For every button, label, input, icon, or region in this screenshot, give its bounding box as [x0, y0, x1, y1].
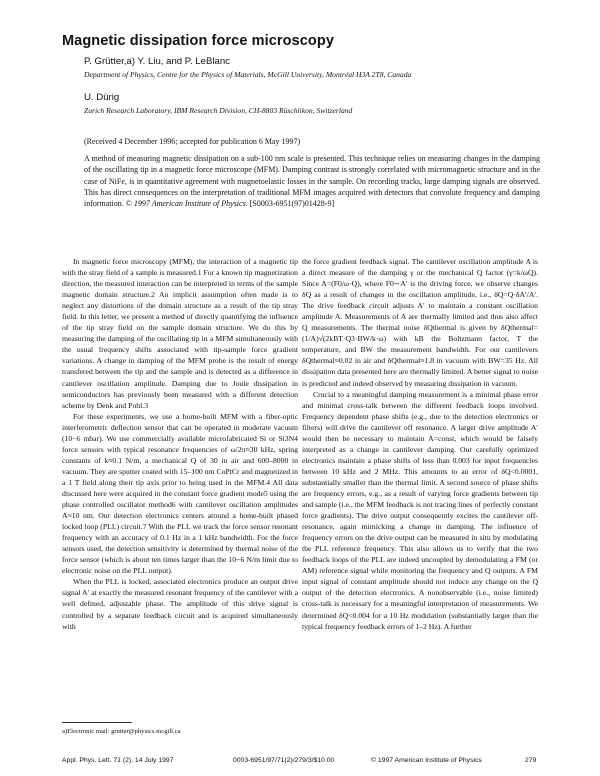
body-paragraph: the force gradient feedback signal. The cantilever oscillation amplitude A is a direct measure of the damping γ or the mechanical Q factor (γ=k/ωQ). Since A=(F0/ω·Q), where F0∼A′ is the driving force, we observe changes δQ as a result of changes in the oscillation amplitude, i.e., δQ=Q·δA′/A′. The drive feedback circuit adjusts A′ to maintain a constant oscillation amplitude A. Measurements of A are thermally limited and thus also affect Q measurements. The thermal noise δQthermal is given by δQthermal=(1/A)√(2kBT·Q3·BW/k·ω) with kB the Boltzmann factor, T the temperature, and BW the measurement bandwidth. For our cantilevers δQthermal≈0.02 in air and δQthermal≈1.8 in vacuum with BW=35 Hz. All dissipation data presented here are thermally limited. A better signal to noise is predicted and indeed observed by measuring dissipation in vacuum.	[302, 257, 538, 388]
author-list-1: P. Grütter,a) Y. Liu, and P. LeBlanc	[84, 56, 230, 67]
footnote-divider	[62, 722, 132, 723]
body-paragraph: For these experiments, we use a home-built MFM with a fiber-optic interferometric deflection sensor that can be operated in moderate vacuum (10−6 mbar). We use commercially available microfabricated Si or Si3N4 force sensors with typical resonance frequencies of ω/2π≈30 kHz, spring constants of k≈0.1 N/m, a mechanical Q of 30 in air and 600–8000 in vacuum. They are sputter coated with 15–100 nm CoPtCr and magnetized in a 1 T field along their tip axis prior to being used in the MFM.4 All data discussed here were acquired in the constant force gradient mode5 using the phase controlled oscillator method6 with cantilever oscillation amplitudes A≈10 nm. Our detection electronics centers around a home-built phased locked loop (PLL) circuit.7 With the PLL we track the force sensor resonant frequency with an accuracy of 0.1 Hz in a 1 kHz bandwidth. For the force sensors used, the detection sensitivity is determined by thermal noise of the force sensor (which is about ten times larger than the 10−6 N/m limit due to electronic noise on the PLL output).	[62, 411, 298, 576]
paper-title: Magnetic dissipation force microscopy	[62, 33, 335, 49]
affiliation-1: Department of Physics, Centre for the Physics of Materials, McGill University, Montréal H3A 2T8, Canada	[84, 70, 412, 79]
footnote-email: a)Electronic mail: grutter@physics.mcgill.ca	[62, 728, 181, 735]
body-paragraph: When the PLL is locked, associated electronics produce an output drive signal A′ at exactly the measured resonant frequency of the cantilever with a well defined, adjustable phase. The amplitude of this drive signal is controlled by a separate feedback circuit and is acquired simultaneously with	[62, 577, 298, 631]
affiliation-2: Zurich Research Laboratory, IBM Research Division, CH-8803 Rüschlikon, Switzerland	[84, 106, 353, 115]
footer-codes: 0003-6951/97/71(2)/279/3/$10.00	[233, 757, 335, 764]
body-paragraph: In magnetic force microscopy (MFM), the interaction of a magnetic tip with the stray field of a sample is measured.1 For a known tip magnetization direction, the measured interaction can be interpreted in terms of the sample magnetic domain structure.2 An implicit assumption often made is to neglect any distortions of the domain structure as a result of the tip stray field. In this letter, we present a method of directly quantifying the influence of the tip stray field on the sample domain structure. We do this by measuring the damping of the oscillating tip in a MFM simultaneously with the usual frequency shifts associated with tip-sample force gradient variations. A change in damping of the MFM probe is the result of energy transfered between the tip and the sample and is detected as a difference in cantilever oscillation amplitude. Damping due to Joule dissipation in semiconductors has previously been measured with a different detection scheme by Denk and Pohl.3	[62, 257, 298, 410]
abstract	[84, 153, 540, 209]
footer-journal: Appl. Phys. Lett. 71 (2), 14 July 1997	[62, 757, 174, 764]
body-column-left	[62, 256, 298, 632]
body-column-right	[302, 256, 538, 632]
abstract-copyright: © 1997 American Institute of Physics.	[125, 199, 248, 209]
body-paragraph: Crucial to a meaningful damping measurement is a minimal phase error and minimal cross-talk between the different feedback loops involved. Frequency dependent phase shifts (e.g., due to the detection electronics or filters) will drive the cantilever off resonance. A larger drive amplitude A′ would then be necessary to maintain A=const, which would be falsely interpreted as a change in cantilever damping. Our carefully optimized electronics maintain a phase shifts of less than 0.003 for input frequencies between 10 kHz and 2 MHz. This amounts to an error of δQ<0.0001, substantially smaller than the thermal limit. A second source of phase shifts are frequency errors, e.g., as a result of varying force gradients between tip and sample (i.e., the MFM feedback is not tracing lines of perfectly constant force gradients). The drive output consequently excites the cantilever off-resonance, again mimicking a change in damping. The influence of frequency errors on the drive output can be measured in situ by modulating the PLL reference frequency. This also allows us to verify that the two feedback loops of the PLL are indeed uncoupled by demodulating a FM (or AM) reference signal while monitoring the frequency and Q outputs. A FM input signal of constant amplitude should not induce any change on the Q output of the detection electronics. A nonobservable (i.e., noise limited) cross-talk is necessary for a meaningful interpretation of measurements. We determined δQ<0.004 for a 10 Hz modulation (substantially larger than the typical frequency feedback errors of 1–2 Hz). A further	[302, 389, 538, 631]
page-number: 279	[525, 757, 537, 764]
abstract-text: A method of measuring magnetic dissipation on a sub-100 nm scale is presented. This technique relies on measuring changes in the damping of the oscillating tip in a magnetic force microscope (MFM). Damping contrast is strongly correlated with micromagnetic structure and in the case of NiFe, is in quantitative agreement with magnetoelastic losses in the sample. On recording tracks, large damping signals are observed. This has direct consequences on the interpretation of traditional MFM images acquired with detectors that convolute frequency and damping information.	[84, 154, 540, 209]
received-dates: (Received 4 December 1996; accepted for publication 6 May 1997)	[84, 137, 301, 146]
author-list-2: U. Dürig	[84, 92, 120, 103]
abstract-doi: [S0003-6951(97)01428-9]	[249, 199, 335, 209]
footer-copyright: © 1997 American Institute of Physics	[371, 757, 482, 764]
